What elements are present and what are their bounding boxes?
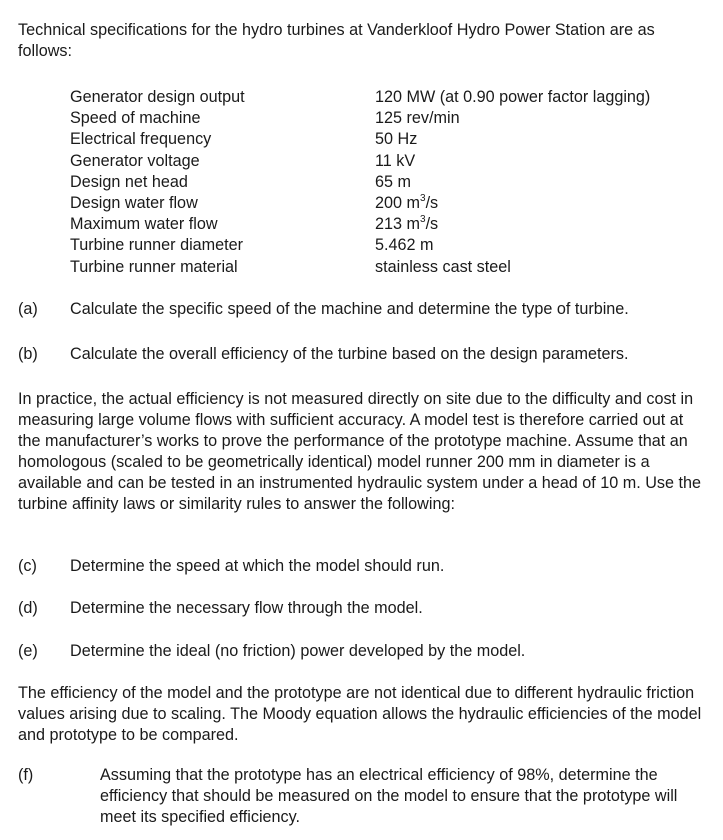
- question-label: (a): [18, 300, 38, 318]
- spec-label: Turbine runner diameter: [70, 236, 244, 255]
- question-text: Assuming that the prototype has an electrical efficiency of 98%, determine the efficiency that should be measured on the model to ensure that the prototype will meet its specified efficiency.: [100, 766, 678, 826]
- spec-row: [70, 214, 710, 235]
- spec-value: 125 rev/min: [375, 109, 460, 128]
- spec-value: 50 Hz: [375, 130, 418, 149]
- question-a: [18, 299, 713, 320]
- spec-value-unit-suffix: /s: [425, 193, 439, 212]
- spec-row: [70, 235, 710, 256]
- spec-label: Generator voltage: [70, 151, 200, 170]
- question-c: [18, 556, 713, 577]
- efficiency-paragraph: The efficiency of the model and the prototype are not identical due to different hydraulic friction values arising due to scaling. The Moody equation allows the hydraulic efficiencies of the model and prototype to be compared.: [18, 684, 702, 744]
- question-label: (f): [18, 766, 34, 784]
- spec-label: Design net head: [70, 172, 188, 191]
- question-label: (c): [18, 557, 37, 575]
- question-b: [18, 344, 713, 365]
- spec-value-number: 213 m: [375, 215, 420, 234]
- spec-value: stainless cast steel: [375, 257, 511, 276]
- spec-value: 11 kV: [375, 151, 416, 170]
- spec-value: [375, 193, 710, 214]
- question-e: [18, 641, 713, 662]
- question-f: [18, 765, 713, 828]
- question-label: (e): [18, 642, 38, 660]
- spec-label: Electrical frequency: [70, 130, 212, 149]
- question-text: Determine the necessary flow through the model.: [70, 599, 423, 617]
- spec-row: [70, 257, 710, 278]
- spec-label: Design water flow: [70, 193, 198, 212]
- spec-label: Maximum water flow: [70, 215, 218, 234]
- spec-value-exponent: 3: [420, 213, 426, 225]
- question-text: Calculate the specific speed of the machine and determine the type of turbine.: [70, 300, 629, 318]
- question-text: Determine the ideal (no friction) power developed by the model.: [70, 642, 526, 660]
- spec-row: [70, 87, 710, 108]
- spec-value: 120 MW (at 0.90 power factor lagging): [375, 88, 651, 106]
- question-text: Determine the speed at which the model should run.: [70, 557, 445, 575]
- question-label: (b): [18, 345, 38, 363]
- question-text: Calculate the overall efficiency of the turbine based on the design parameters.: [70, 345, 629, 363]
- spec-row: [70, 172, 710, 193]
- spec-value: [375, 214, 710, 235]
- spec-row: [70, 151, 710, 172]
- spec-label: Speed of machine: [70, 109, 201, 128]
- spec-value: 5.462 m: [375, 236, 434, 255]
- intro-paragraph: Technical specifications for the hydro turbines at Vanderkloof Hydro Power Station are as follows:: [18, 21, 655, 60]
- spec-value-exponent: 3: [420, 192, 426, 204]
- spec-value-number: 200 m: [375, 193, 420, 212]
- spec-row: [70, 193, 710, 214]
- practice-paragraph: In practice, the actual efficiency is not measured directly on site due to the difficulty and cost in measuring large volume flows with sufficient accuracy. A model test is therefore carried out at the manufacturer’s works to prove the performance of the prototype machine. Assume that an homologous (scaled to be geometrically identical) model runner 200 mm in diameter is a available and can be tested in an instrumented hydraulic system under a head of 10 m. Use the turbine affinity laws or similarity rules to answer the following:: [18, 390, 701, 514]
- spec-value: 65 m: [375, 172, 411, 191]
- spec-table: [70, 87, 710, 278]
- spec-value-unit-suffix: /s: [425, 215, 439, 234]
- question-label: (d): [18, 599, 38, 617]
- spec-label: Generator design output: [70, 88, 245, 106]
- spec-row: [70, 108, 710, 129]
- spec-row: [70, 129, 710, 150]
- spec-label: Turbine runner material: [70, 257, 238, 276]
- question-d: [18, 598, 713, 619]
